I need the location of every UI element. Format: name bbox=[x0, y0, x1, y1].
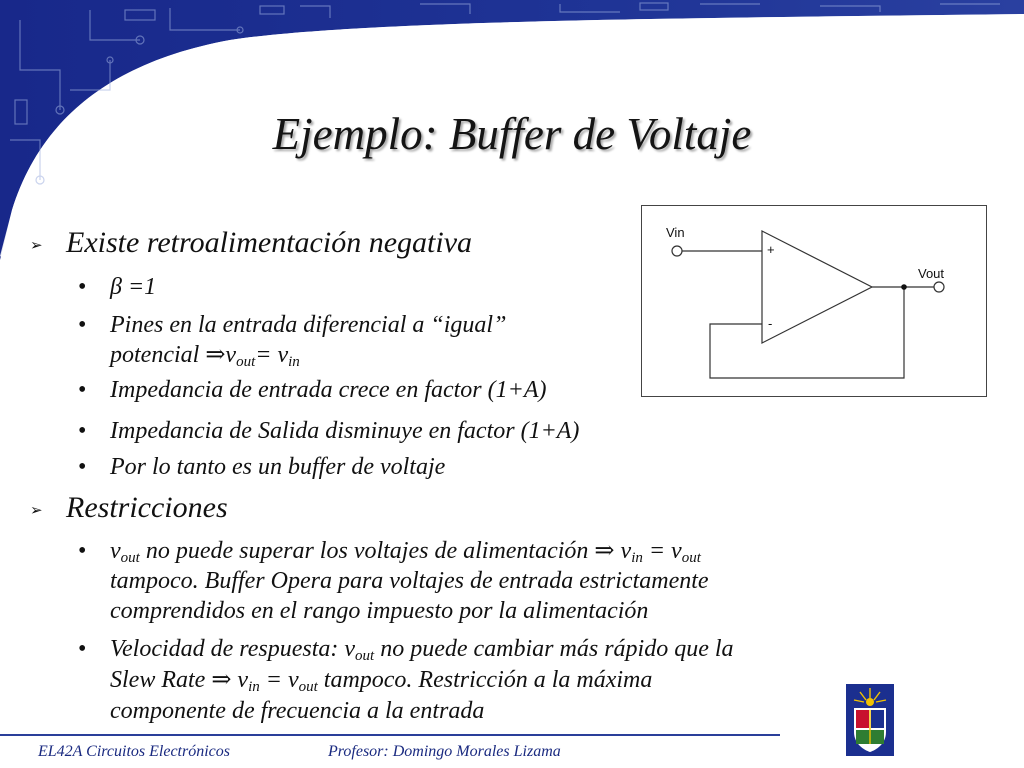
implies-icon: ⇒ bbox=[594, 538, 615, 564]
implies-icon: ⇒ bbox=[211, 667, 232, 693]
sub-out: out bbox=[298, 679, 318, 695]
junction-dot-icon bbox=[901, 284, 907, 290]
bullet-dot-icon: • bbox=[78, 636, 87, 662]
eq-v: = v bbox=[255, 342, 289, 368]
bullet-text: tampoco. Restricción a la máxima bbox=[317, 667, 653, 693]
arrow-bullet-icon: ➢ bbox=[30, 502, 43, 519]
v-symbol: v bbox=[231, 667, 249, 693]
beta-value: =1 bbox=[121, 274, 157, 300]
v-symbol: v bbox=[225, 342, 237, 368]
footer-professor: Profesor: Domingo Morales Lizama bbox=[328, 743, 561, 760]
bullet-dot-icon: • bbox=[78, 454, 87, 480]
eq-v: = v bbox=[259, 667, 299, 693]
beta-symbol: β bbox=[110, 274, 122, 300]
feedback-wire bbox=[710, 287, 904, 378]
op-amp-icon bbox=[762, 231, 872, 343]
bullet-text: no puede superar los voltajes de alimentación bbox=[139, 538, 595, 564]
bullet-text: Impedancia de entrada crece en factor (1+A) bbox=[110, 377, 547, 403]
section-heading-text: Restricciones bbox=[66, 491, 228, 524]
sub-in: in bbox=[248, 679, 260, 695]
bullet-text: Velocidad de respuesta: bbox=[110, 636, 345, 662]
plus-label: + bbox=[767, 242, 775, 257]
bullet-text: tampoco. Buffer Opera para voltajes de entrada estrictamente bbox=[110, 568, 709, 594]
v-symbol: v bbox=[344, 636, 356, 662]
slide-title: Ejemplo: Buffer de Voltaje bbox=[272, 109, 752, 159]
sub-out: out bbox=[120, 550, 140, 566]
bullet-text: Slew Rate bbox=[110, 667, 212, 693]
minus-label: - bbox=[768, 316, 773, 331]
bullet-dot-icon: • bbox=[78, 274, 87, 300]
bullet-text: componente de frecuencia a la entrada bbox=[110, 698, 485, 724]
footer-course: EL42A Circuitos Electrónicos bbox=[38, 743, 230, 760]
bullet-text: comprendidos en el rango impuesto por la alimentación bbox=[110, 598, 649, 624]
v-symbol: v bbox=[110, 538, 121, 564]
bullet-dot-icon: • bbox=[78, 377, 87, 403]
university-logo-icon bbox=[846, 684, 894, 756]
implies-icon: ⇒ bbox=[205, 342, 226, 368]
vin-label: Vin bbox=[666, 225, 685, 240]
vout-terminal-icon bbox=[934, 282, 944, 292]
sub-out: out bbox=[355, 648, 375, 664]
section-heading-restricciones bbox=[30, 491, 228, 525]
vout-label: Vout bbox=[918, 266, 945, 281]
voltage-buffer-circuit bbox=[641, 205, 987, 397]
bullet-text: Pines en la entrada diferencial a “igual” bbox=[110, 312, 507, 338]
bullet-text: Impedancia de Salida disminuye en factor (1+A) bbox=[110, 418, 580, 444]
bullet-dot-icon: • bbox=[78, 312, 87, 338]
sub-out: out bbox=[236, 354, 256, 370]
bullet-dot-icon: • bbox=[78, 538, 87, 564]
bullet-text: no puede cambiar más rápido que la bbox=[374, 636, 734, 662]
vin-terminal-icon bbox=[672, 246, 682, 256]
v-symbol: v bbox=[614, 538, 632, 564]
arrow-bullet-icon: ➢ bbox=[30, 237, 43, 254]
section-heading-feedback bbox=[30, 226, 472, 260]
potencial-text: potencial bbox=[110, 342, 206, 368]
bullet-dot-icon: • bbox=[78, 418, 87, 444]
bullet-text: Por lo tanto es un buffer de voltaje bbox=[110, 454, 446, 480]
section-heading-text: Existe retroalimentación negativa bbox=[66, 226, 473, 259]
sub-out: out bbox=[681, 550, 701, 566]
footer-divider bbox=[0, 734, 780, 736]
eq-v: = v bbox=[642, 538, 682, 564]
sub-in: in bbox=[631, 550, 643, 566]
sub-in: in bbox=[288, 354, 300, 370]
